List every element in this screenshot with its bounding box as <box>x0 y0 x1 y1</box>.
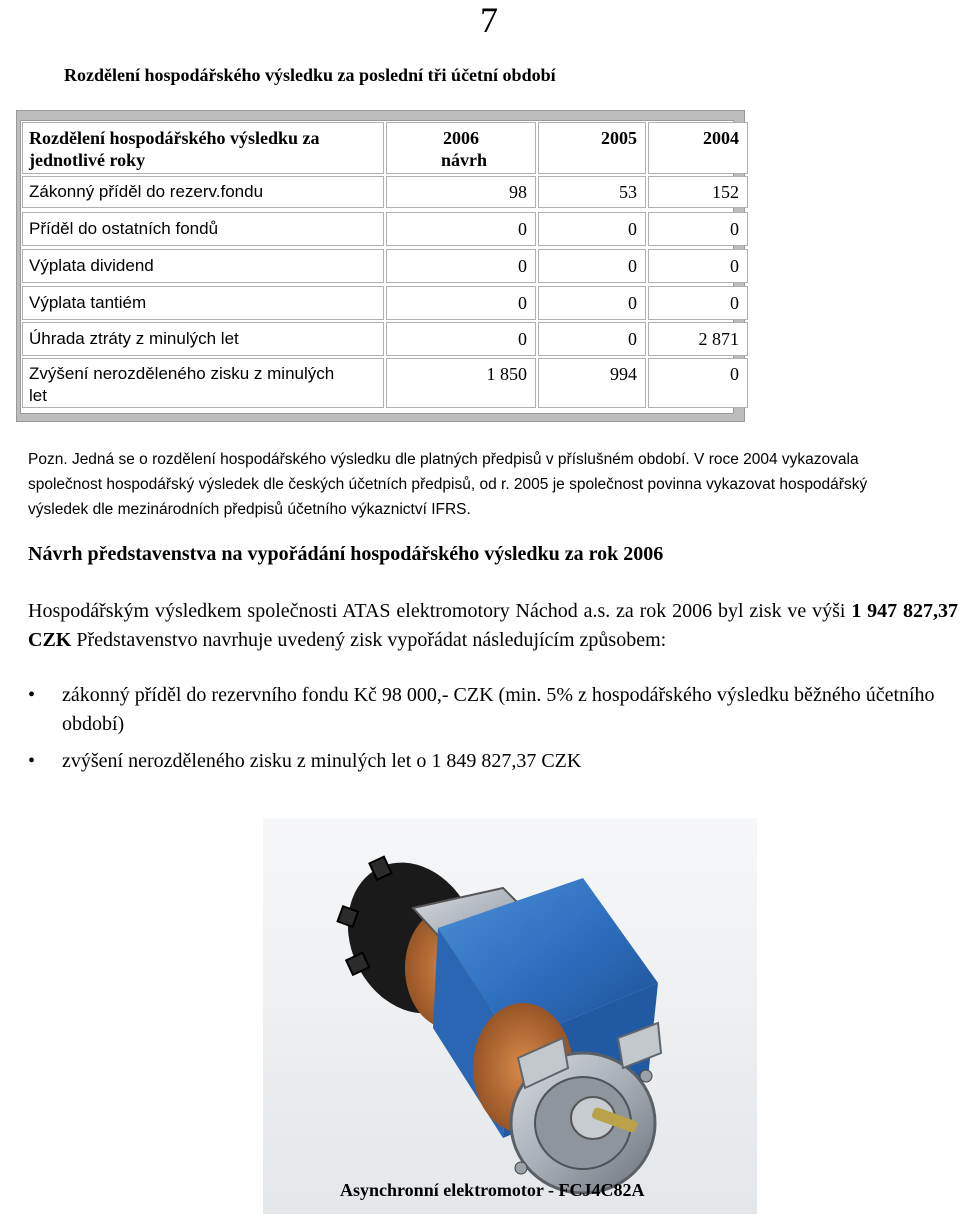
proposal-paragraph <box>28 597 958 655</box>
header-2006: 2006 <box>443 128 479 148</box>
bullet-text: zákonný příděl do rezervního fondu Kč 98 000,- CZK (min. 5% z hospodářského výsledku běžného účetního období) <box>62 684 935 735</box>
bullet-text: zvýšení nerozděleného zisku z minulých let o 1 849 827,37 CZK <box>62 750 582 772</box>
row-label: Zákonný příděl do rezerv.fondu <box>29 182 264 201</box>
row-label: Výplata tantiém <box>29 293 147 312</box>
list-item <box>28 747 958 776</box>
header-2004: 2004 <box>703 128 739 148</box>
table-row <box>22 286 739 320</box>
cell-2005: 0 <box>628 256 637 276</box>
table-row <box>22 249 739 283</box>
cell-2004: 0 <box>730 219 739 239</box>
proposal-text-after: Představenstvo navrhuje uvedený zisk vypořádat následujícím způsobem: <box>71 629 667 651</box>
cell-2004: 0 <box>730 256 739 276</box>
cell-2006: 0 <box>518 219 527 239</box>
row-label-line1: Zvýšení nerozděleného zisku z minulých <box>29 364 335 383</box>
header-2005: 2005 <box>601 128 637 148</box>
cell-2006: 0 <box>518 293 527 313</box>
header-label-line2: jednotlivé roky <box>29 150 146 170</box>
list-item <box>28 681 958 739</box>
proposal-text-before: Hospodářským výsledkem společnosti ATAS elektromotory Náchod a.s. za rok 2006 byl zisk ve výši <box>28 600 852 622</box>
profit-amount: 1 947 827,37 CZK <box>28 600 958 651</box>
electric-motor-image <box>263 818 757 1214</box>
cell-2005: 0 <box>628 329 637 349</box>
header-2006-draft: návrh <box>441 150 488 170</box>
row-label: Příděl do ostatních fondů <box>29 219 219 238</box>
cell-2006: 0 <box>518 329 527 349</box>
bullet-icon: • <box>28 750 36 772</box>
cell-2004: 2 871 <box>698 329 739 349</box>
cell-2004: 0 <box>730 364 739 384</box>
row-label-line2: let <box>29 386 47 405</box>
cell-2005: 0 <box>628 293 637 313</box>
table-header-row <box>22 122 739 174</box>
bullet-icon: • <box>28 684 36 706</box>
cell-2004: 152 <box>712 182 739 202</box>
note-paragraph: Pozn. Jedná se o rozdělení hospodářského výsledku dle platných předpisů v příslušném období. V roce 2004 vykazovala společnost hospodářský výsledek dle českých účetních předpisů, od r. 2005 je společnost povinna vykazovat hospodářský výsledek dle mezinárodních předpisů účetního výkaznictví IFRS. <box>28 451 868 518</box>
cell-2005: 994 <box>610 364 637 384</box>
cell-2006: 98 <box>509 182 527 202</box>
table-row <box>22 212 739 246</box>
motor-photo <box>263 818 757 1214</box>
page-number: 7 <box>480 0 498 40</box>
section-title: Rozdělení hospodářského výsledku za poslední tři účetní období <box>64 65 556 85</box>
cell-2005: 0 <box>628 219 637 239</box>
cell-2006: 0 <box>518 256 527 276</box>
cell-2005: 53 <box>619 182 637 202</box>
cell-2006: 1 850 <box>486 364 527 384</box>
cell-2004: 0 <box>730 293 739 313</box>
row-label: Výplata dividend <box>29 256 154 275</box>
table-row <box>22 358 739 408</box>
proposal-title: Návrh představenstva na vypořádání hospodářského výsledku za rok 2006 <box>28 543 664 565</box>
header-label-line1: Rozdělení hospodářského výsledku za <box>29 128 320 148</box>
photo-caption: Asynchronní elektromotor - FCJ4C82A <box>340 1180 645 1200</box>
row-label: Úhrada ztráty z minulých let <box>29 329 239 348</box>
table-row <box>22 176 739 208</box>
table-row <box>22 322 739 356</box>
proposal-bullet-list <box>28 681 958 776</box>
